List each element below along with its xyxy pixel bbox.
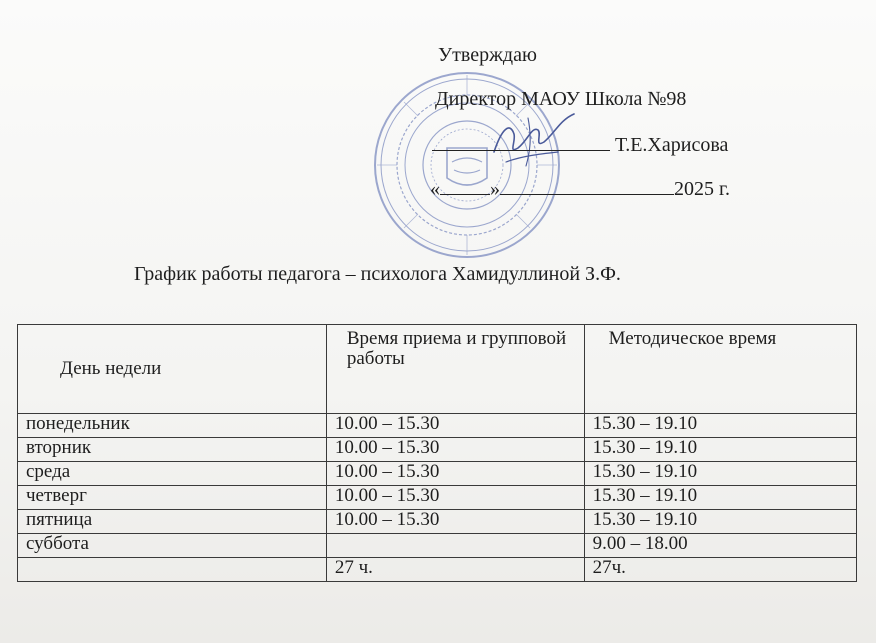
- cell-methodical: 15.30 – 19.10: [584, 438, 856, 462]
- table-row: [18, 534, 857, 558]
- header-methodical-time: Методическое время: [584, 325, 856, 414]
- cell-methodical: 15.30 – 19.10: [584, 486, 856, 510]
- date-quote-close: »: [490, 178, 500, 200]
- table-total-row: [18, 558, 857, 582]
- director-signature-line: [432, 134, 728, 157]
- cell-reception: [326, 534, 584, 558]
- table-row: [18, 462, 857, 486]
- table-row: [18, 414, 857, 438]
- date-quote-open: «: [430, 178, 440, 200]
- table-row: [18, 486, 857, 510]
- cell-reception: 10.00 – 15.30: [326, 462, 584, 486]
- schedule-table: [17, 324, 857, 582]
- cell-day: суббота: [18, 534, 327, 558]
- cell-reception: 10.00 – 15.30: [326, 414, 584, 438]
- header-day: День недели: [18, 325, 327, 414]
- cell-total-reception: 27 ч.: [326, 558, 584, 582]
- month-blank: [500, 193, 674, 195]
- table-header-row: [18, 325, 857, 414]
- signature-blank: [432, 149, 610, 151]
- cell-day: пятница: [18, 510, 327, 534]
- date-year: 2025 г.: [674, 178, 730, 200]
- cell-day: среда: [18, 462, 327, 486]
- cell-total-methodical: 27ч.: [584, 558, 856, 582]
- table-row: [18, 510, 857, 534]
- cell-reception: 10.00 – 15.30: [326, 438, 584, 462]
- cell-day: вторник: [18, 438, 327, 462]
- cell-day: [18, 558, 327, 582]
- cell-reception: 10.00 – 15.30: [326, 486, 584, 510]
- header-reception-time: Время приема и групповой работы: [326, 325, 584, 414]
- approval-date-line: [430, 178, 730, 201]
- cell-day: четверг: [18, 486, 327, 510]
- cell-methodical: 15.30 – 19.10: [584, 462, 856, 486]
- cell-methodical: 15.30 – 19.10: [584, 414, 856, 438]
- approve-label: Утверждаю: [438, 44, 537, 66]
- table-row: [18, 438, 857, 462]
- day-blank: [440, 193, 490, 195]
- cell-methodical: 9.00 – 18.00: [584, 534, 856, 558]
- director-name: Т.Е.Харисова: [615, 134, 729, 156]
- director-title: Директор МАОУ Школа №98: [435, 88, 687, 110]
- document-title: График работы педагога – психолога Хамидуллиной З.Ф.: [134, 263, 621, 285]
- cell-day: понедельник: [18, 414, 327, 438]
- cell-methodical: 15.30 – 19.10: [584, 510, 856, 534]
- cell-reception: 10.00 – 15.30: [326, 510, 584, 534]
